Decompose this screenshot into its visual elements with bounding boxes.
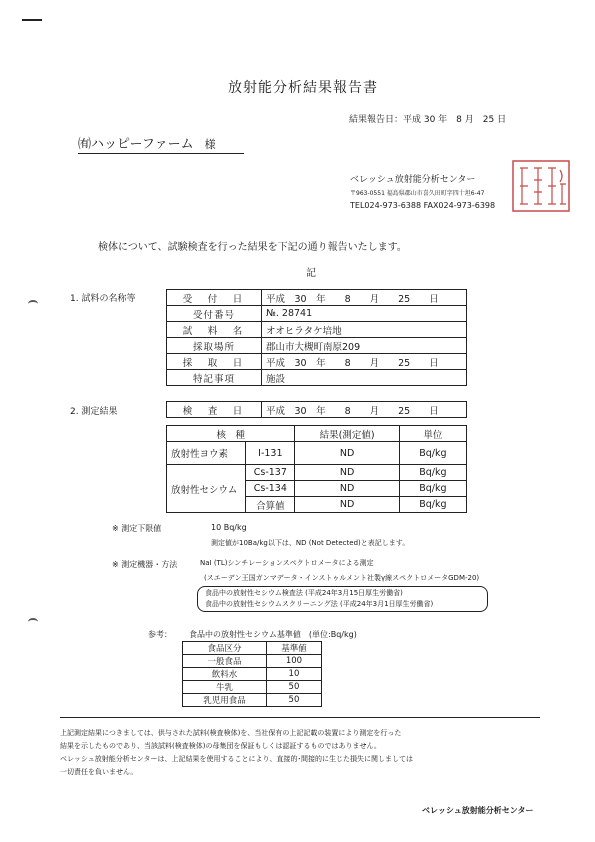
- lab-name: ベレッシュ放射能分析センター: [350, 175, 476, 185]
- ref-value: 100: [266, 655, 321, 668]
- row-value: №. 28741: [262, 306, 467, 322]
- disclaimer-line: 上記測定結果につきましては、供与された試料(検査検体)を、当社保有の上記記載の装置により測定を行った: [60, 729, 402, 737]
- recipient-honorific: 様: [204, 138, 216, 151]
- table-row: [183, 681, 322, 694]
- row-label: 採取場所: [167, 338, 262, 354]
- header-result: 結果(測定値): [295, 426, 399, 442]
- cesium-nuclide: 合算値: [246, 497, 295, 513]
- punch-mark: [28, 618, 38, 626]
- cesium-unit: Bq/kg: [399, 481, 466, 497]
- row-value: オオヒラタケ培地: [262, 322, 467, 338]
- cesium-group: 放射性セシウム: [167, 465, 246, 513]
- table-row: [167, 354, 467, 370]
- report-date: 結果報告日：平成 30 年 8 月 25 日: [349, 115, 507, 125]
- table-row: [167, 290, 467, 306]
- cesium-unit: Bq/kg: [399, 465, 466, 481]
- disclaimer-line: 結果を示したものであり、当該試料(検査検体)の母集団を保証もしくは認証するものではありません。: [60, 742, 381, 750]
- sample-info-table: [166, 289, 467, 386]
- recipient-name: ㈲ハッピーファーム: [78, 137, 194, 152]
- section2-heading: 2. 測定結果: [70, 407, 118, 417]
- row-label: 採 取 日: [167, 354, 262, 370]
- cesium-unit: Bq/kg: [399, 497, 466, 513]
- table-row: [167, 322, 467, 338]
- equip-line2: (スエーデン王国ガンマデータ・インストゥルメント社製γ線スペクトロメータGDM-20): [204, 574, 480, 582]
- table-row: [167, 402, 467, 418]
- ref-category: 乳児用食品: [183, 694, 267, 707]
- reference-title: 食品中の放射性セシウム基準値 (単位:Bq/kg): [189, 630, 357, 639]
- row-value: 施設: [262, 370, 467, 386]
- lab-contact: TEL024-973-6388 FAX024-973-6398: [350, 201, 496, 210]
- ref-value: 50: [266, 681, 321, 694]
- disclaimer-line: ベレッシュ放射能分析センターは、上記結果を使用することにより、直接的･間接的に生じた損失に関しましては: [60, 755, 414, 763]
- limit-value: 10 Bq/kg: [211, 523, 247, 532]
- row-value: 平成 30 年 8 月 25 日: [262, 402, 467, 418]
- cesium-result: ND: [295, 465, 399, 481]
- header-nuclide: 核 種: [167, 426, 295, 442]
- row-label: 受 付 日: [167, 290, 262, 306]
- table-row: [167, 306, 467, 322]
- iodine-nuclide: I-131: [246, 442, 295, 465]
- reference-label: 参考：: [148, 630, 172, 639]
- punch-mark: [28, 300, 38, 308]
- lab-address: 〒963-0551 福島県郡山市喜久田町字四十坦6-47: [350, 190, 485, 197]
- ref-header-value: 基準値: [266, 642, 321, 655]
- equip-line1: NaI (TL)シンチレーションスペクトロメータによる測定: [200, 559, 374, 567]
- table-row: [183, 668, 322, 681]
- table-row: [167, 465, 467, 481]
- ref-value: 50: [266, 694, 321, 707]
- cesium-result: ND: [295, 481, 399, 497]
- row-value: 郡山市大槻町南原209: [262, 338, 467, 354]
- row-value: 平成 30 年 8 月 25 日: [262, 290, 467, 306]
- iodine-unit: Bq/kg: [399, 442, 466, 465]
- method-2: 食品中の放射性セシウムスクリーニング法 (平成24年3月1日厚生労働省): [205, 600, 434, 608]
- limit-label: ※ 測定下限値: [112, 524, 162, 533]
- disclaimer-line: 一切責任を負いません。: [60, 768, 138, 776]
- ref-category: 飲料水: [183, 668, 267, 681]
- row-value: 平成 30 年 8 月 25 日: [262, 354, 467, 370]
- cesium-nuclide: Cs-137: [246, 465, 295, 481]
- results-table: [166, 425, 467, 513]
- row-label: 特記事項: [167, 370, 262, 386]
- table-row: [167, 338, 467, 354]
- lab-seal: [512, 160, 570, 212]
- ref-header-category: 食品区分: [183, 642, 267, 655]
- table-row: [167, 370, 467, 386]
- cesium-result: ND: [295, 497, 399, 513]
- ref-value: 10: [266, 668, 321, 681]
- table-row: [167, 442, 467, 465]
- recipient-block: [78, 133, 244, 154]
- limit-note: 測定値が10Ba/kg以下は、ND (Not Detected)と表記します。: [211, 539, 410, 547]
- equip-label: ※ 測定機器・方法: [112, 560, 178, 569]
- ref-category: 一般食品: [183, 655, 267, 668]
- table-row: [183, 694, 322, 707]
- method-1: 食品中の放射性セシウム検査法 (平成24年3月15日厚生労働省): [205, 589, 403, 597]
- cesium-nuclide: Cs-134: [246, 481, 295, 497]
- row-label: 受付番号: [167, 306, 262, 322]
- scan-mark: [22, 19, 42, 21]
- footer-lab-name: ベレッシュ放射能分析センター: [422, 806, 534, 815]
- disclaimer-box: [60, 717, 540, 776]
- iodine-group: 放射性ヨウ素: [167, 442, 246, 465]
- page-title: 放射能分析結果報告書: [228, 80, 378, 96]
- header-unit: 単位: [399, 426, 466, 442]
- table-header-row: [183, 642, 322, 655]
- row-label: 試 料 名: [167, 322, 262, 338]
- table-header-row: [167, 426, 467, 442]
- ki-heading: 記: [306, 268, 316, 279]
- iodine-result: ND: [295, 442, 399, 465]
- row-label: 検 査 日: [167, 402, 262, 418]
- section1-heading: 1. 試料の名称等: [70, 294, 136, 304]
- ref-category: 牛乳: [183, 681, 267, 694]
- inspection-date-table: [166, 401, 467, 418]
- reference-table: [182, 641, 322, 707]
- intro-text: 検体について、試験検査を行った結果を下記の通り報告いたします。: [98, 242, 407, 253]
- table-row: [183, 655, 322, 668]
